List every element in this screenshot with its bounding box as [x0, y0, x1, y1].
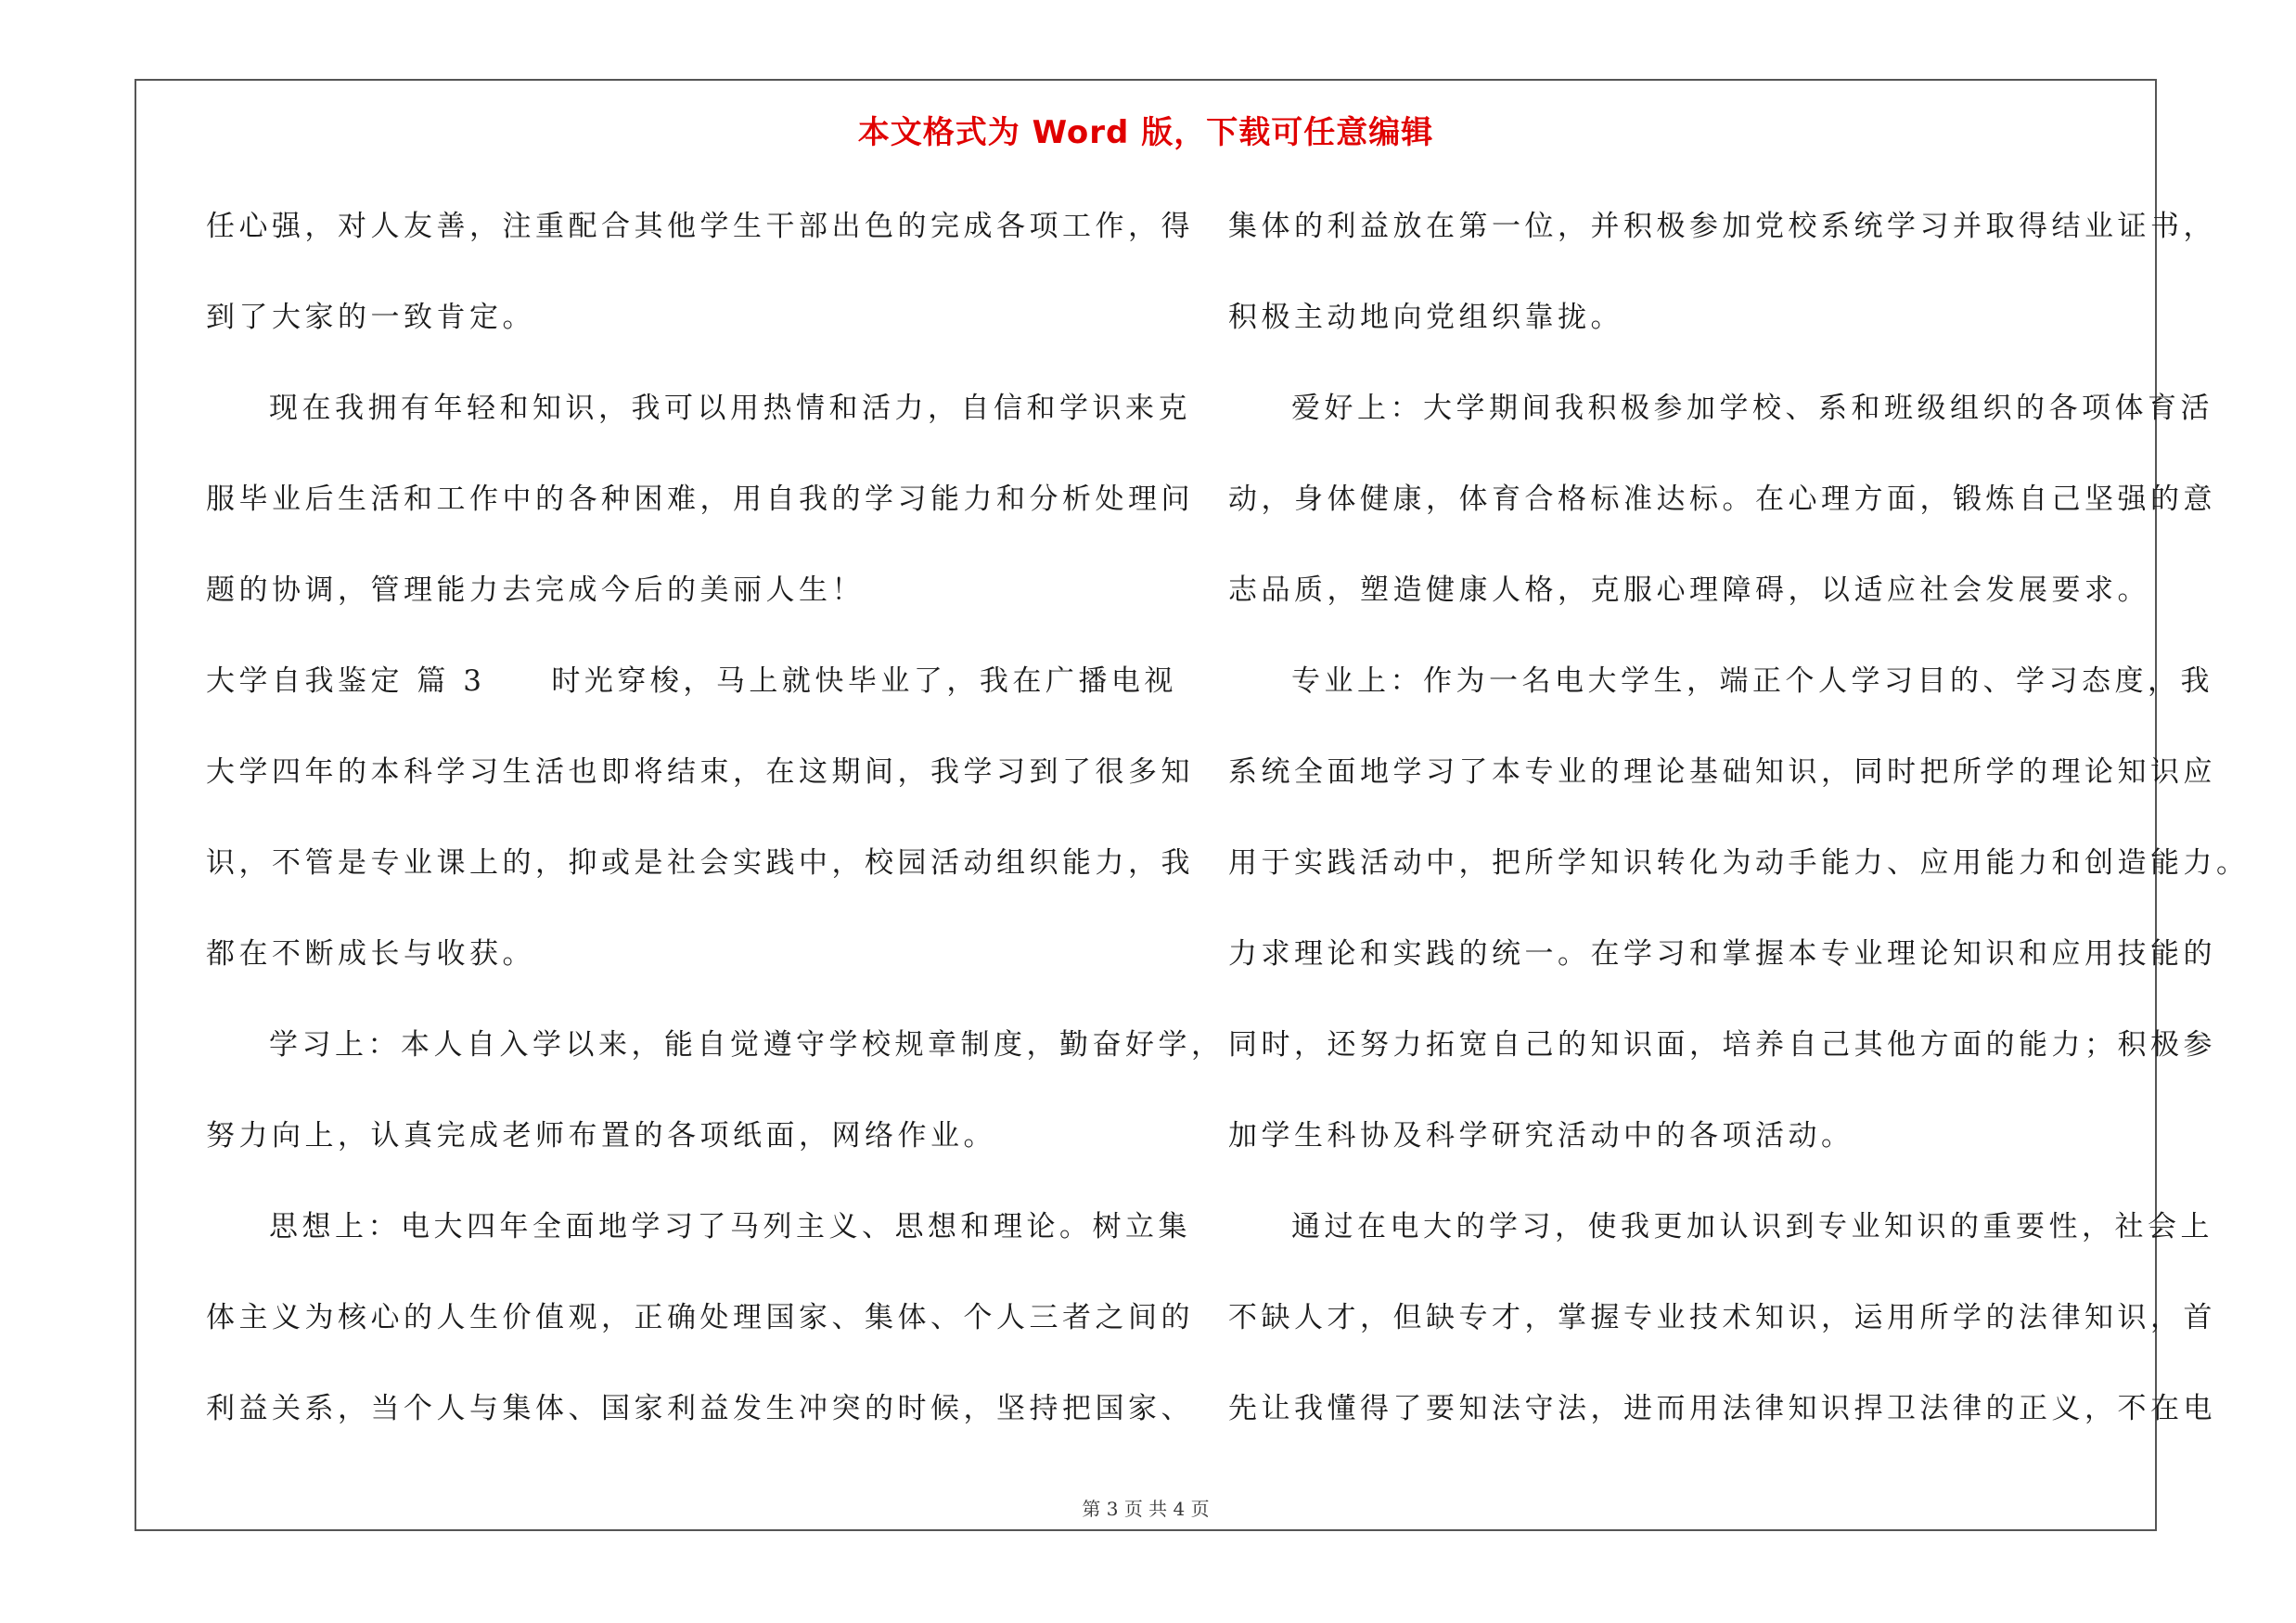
- text-line: 努力向上，认真完成老师布置的各项纸面，网络作业。: [206, 1119, 996, 1153]
- text-line: 系统全面地学习了本专业的理论基础知识，同时把所学的理论知识应: [1228, 755, 2216, 789]
- paragraph-start-line: 专业上：作为一名电大学生，端正个人学习目的、学习态度，我: [1291, 664, 2213, 698]
- text-line: 用于实践活动中，把所学知识转化为动手能力、应用能力和创造能力。: [1228, 846, 2250, 880]
- page-frame: [135, 79, 2250, 1531]
- paragraph-start-line: 思想上：电大四年全面地学习了马列主义、思想和理论。树立集: [269, 1210, 1191, 1243]
- text-line: 加学生科协及科学研究活动中的各项活动。: [1228, 1119, 1854, 1153]
- word-format-banner: 本文格式为 Word 版，下载可任意编辑: [857, 114, 1434, 151]
- text-line: 到了大家的一致肯定。: [206, 301, 535, 334]
- text-line: 都在不断成长与收获。: [206, 937, 535, 971]
- text-line: 服毕业后生活和工作中的各种困难，用自我的学习能力和分析处理问: [206, 483, 1194, 516]
- section-heading-line: 大学自我鉴定 篇 3 时光穿梭，马上就快毕业了，我在广播电视: [206, 664, 1177, 698]
- text-line: 利益关系，当个人与集体、国家利益发生冲突的时候，坚持把国家、: [206, 1392, 1194, 1425]
- left-text-column: [206, 181, 1225, 1454]
- text-line: 不缺人才，但缺专才，掌握专业技术知识，运用所学的法律知识，首: [1228, 1301, 2216, 1334]
- page-number-footer: 第 3 页 共 4 页: [1082, 1498, 1210, 1520]
- text-line: 同时，还努力拓宽自己的知识面，培养自己其他方面的能力；积极参: [1228, 1028, 2216, 1062]
- paragraph-start-line: 爱好上：大学期间我积极参加学校、系和班级组织的各项体育活: [1291, 392, 2213, 425]
- right-text-column: [1228, 181, 2250, 1454]
- paragraph-start-line: 通过在电大的学习，使我更加认识到专业知识的重要性，社会上: [1291, 1210, 2213, 1243]
- text-line: 积极主动地向党组织靠拢。: [1228, 301, 1623, 334]
- text-line: 识，不管是专业课上的，抑或是社会实践中，校园活动组织能力，我: [206, 846, 1194, 880]
- text-line: 先让我懂得了要知法守法，进而用法律知识捍卫法律的正义，不在电: [1228, 1392, 2216, 1425]
- text-line: 动，身体健康，体育合格标准达标。在心理方面，锻炼自己坚强的意: [1228, 483, 2216, 516]
- text-line: 大学四年的本科学习生活也即将结束，在这期间，我学习到了很多知: [206, 755, 1194, 789]
- text-line: 任心强，对人友善，注重配合其他学生干部出色的完成各项工作，得: [206, 210, 1194, 243]
- paragraph-start-line: 现在我拥有年轻和知识，我可以用热情和活力，自信和学识来克: [269, 392, 1191, 425]
- paragraph-start-line: 学习上：本人自入学以来，能自觉遵守学校规章制度，勤奋好学，: [269, 1028, 1225, 1062]
- text-line: 力求理论和实践的统一。在学习和掌握本专业理论知识和应用技能的: [1228, 937, 2216, 971]
- text-line: 志品质，塑造健康人格，克服心理障碍，以适应社会发展要求。: [1228, 573, 2150, 607]
- text-line: 题的协调，管理能力去完成今后的美丽人生！: [206, 573, 865, 607]
- text-line: 体主义为核心的人生价值观，正确处理国家、集体、个人三者之间的: [206, 1301, 1194, 1334]
- text-line: 集体的利益放在第一位，并积极参加党校系统学习并取得结业证书，: [1228, 210, 2216, 243]
